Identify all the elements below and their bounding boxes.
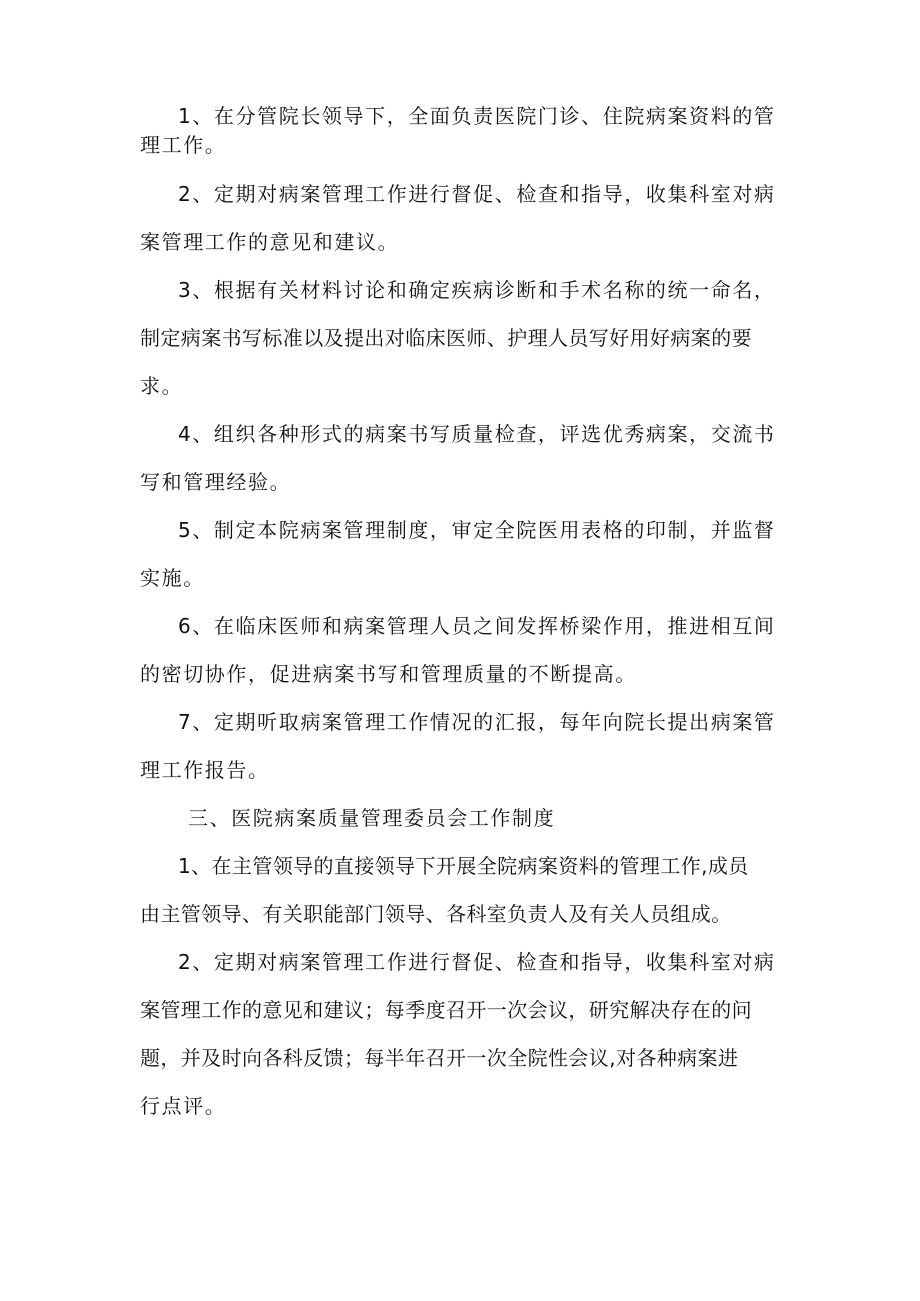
paragraph-6-line-1: 6、在临床医师和病案管理人员之间发挥桥梁作用，推进相互间 bbox=[178, 614, 776, 638]
paragraph-7-line-1: 7、定期听取病案管理工作情况的汇报，每年向院长提出病案管 bbox=[178, 710, 776, 734]
section-3-paragraph-1-line-2: 由主管领导、有关职能部门领导、各科室负责人及有关人员组成。 bbox=[140, 902, 732, 926]
paragraph-5-line-1: 5、制定本院病案管理制度，审定全院医用表格的印制，并监督 bbox=[178, 518, 776, 542]
section-heading-3: 三、医院病案质量管理委员会工作制度 bbox=[188, 806, 556, 830]
paragraph-2-line-2: 案管理工作的意见和建议。 bbox=[140, 230, 400, 254]
paragraph-3-line-1: 3、根据有关材料讨论和确定疾病诊断和手术名称的统一命名， bbox=[178, 278, 776, 302]
paragraph-1-line-2: 理工作。 bbox=[140, 133, 227, 157]
paragraph-3-line-3: 求。 bbox=[140, 374, 184, 398]
paragraph-2-line-1: 2、定期对病案管理工作进行督促、检查和指导，收集科室对病 bbox=[178, 182, 776, 206]
section-3-paragraph-2-line-3: 题，并及时向各科反馈；每半年召开一次全院性会议,对各种病案进 bbox=[140, 1046, 739, 1070]
paragraph-4-line-1: 4、组织各种形式的病案书写质量检查，评选优秀病案，交流书 bbox=[178, 422, 776, 446]
paragraph-7-line-2: 理工作报告。 bbox=[140, 758, 270, 782]
section-3-paragraph-2-line-2: 案管理工作的意见和建议；每季度召开一次会议，研究解决存在的问 bbox=[140, 998, 752, 1022]
section-3-paragraph-1-line-1: 1、在主管领导的直接领导下开展全院病案资料的管理工作,成员 bbox=[178, 854, 749, 878]
paragraph-3-line-2: 制定病案书写标准以及提出对临床医师、护理人员写好用好病案的要 bbox=[140, 326, 752, 350]
section-3-paragraph-2-line-4: 行点评。 bbox=[140, 1094, 227, 1118]
paragraph-5-line-2: 实施。 bbox=[140, 566, 205, 590]
paragraph-6-line-2: 的密切协作，促进病案书写和管理质量的不断提高。 bbox=[140, 662, 637, 686]
paragraph-1-line-1: 1、在分管院长领导下，全面负责医院门诊、住院病案资料的管 bbox=[178, 104, 776, 128]
section-3-paragraph-2-line-1: 2、定期对病案管理工作进行督促、检查和指导，收集科室对病 bbox=[178, 950, 776, 974]
paragraph-4-line-2: 写和管理经验。 bbox=[140, 470, 292, 494]
